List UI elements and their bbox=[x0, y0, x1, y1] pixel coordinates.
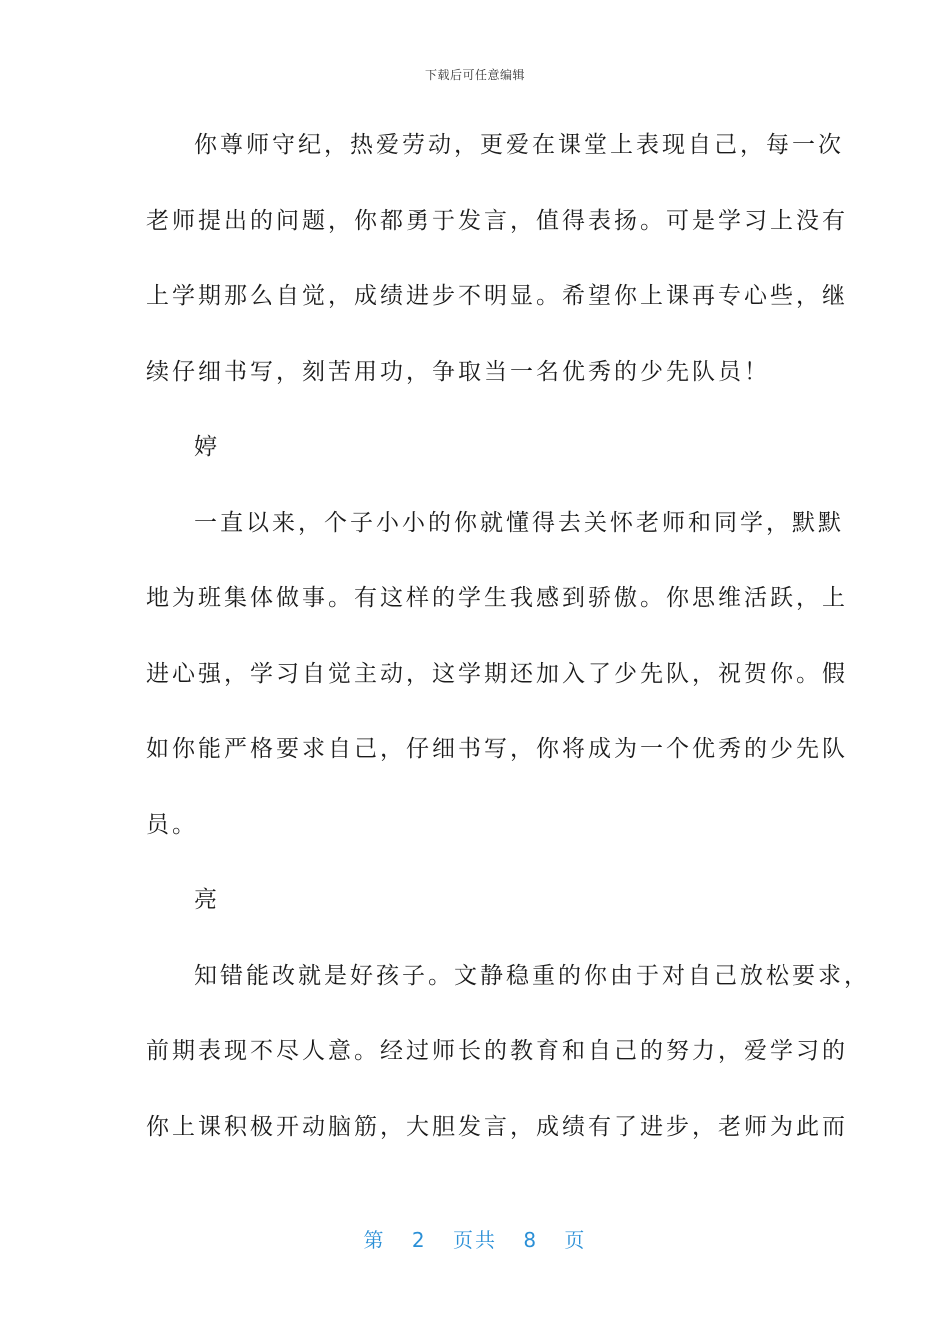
paragraph-line: 你上课积极开动脑筋，大胆发言，成绩有了进步，老师为此而 bbox=[146, 1113, 848, 1140]
paragraph-line: 地为班集体做事。有这样的学生我感到骄傲。你思维活跃，上 bbox=[146, 585, 848, 611]
paragraph-line: 老师提出的问题，你都勇于发言，值得表扬。可是学习上没有 bbox=[146, 207, 848, 234]
document-body bbox=[146, 120, 870, 1177]
paragraph-line: 如你能严格要求自己，仔细书写，你将成为一个优秀的少先队 bbox=[146, 736, 848, 762]
paragraph-line: 一直以来，个子小小的你就懂得去关怀老师和同学，默默 bbox=[194, 509, 844, 536]
student-name-heading: 亮 bbox=[194, 887, 220, 913]
paragraph-line: 你尊师守纪，热爱劳动，更爱在课堂上表现自己，每一次 bbox=[194, 132, 844, 158]
paragraph-line: 上学期那么自觉，成绩进步不明显。希望你上课再专心些，继 bbox=[146, 283, 848, 309]
page-number-footer: 第 2 页共 8 页 bbox=[363, 1228, 587, 1252]
paragraph-line: 进心强，学习自觉主动，这学期还加入了少先队，祝贺你。假 bbox=[146, 660, 848, 687]
paragraph-line: 知错能改就是好孩子。文静稳重的你由于对自己放松要求， bbox=[194, 962, 870, 989]
paragraph-line: 续仔细书写，刻苦用功，争取当一名优秀的少先队员！ bbox=[146, 358, 770, 385]
paragraph-line: 员。 bbox=[146, 811, 198, 838]
page-header-note: 下载后可任意编辑 bbox=[424, 68, 525, 82]
student-name-heading: 婷 bbox=[194, 434, 220, 460]
paragraph-line: 前期表现不尽人意。经过师长的教育和自己的努力，爱学习的 bbox=[146, 1038, 848, 1064]
